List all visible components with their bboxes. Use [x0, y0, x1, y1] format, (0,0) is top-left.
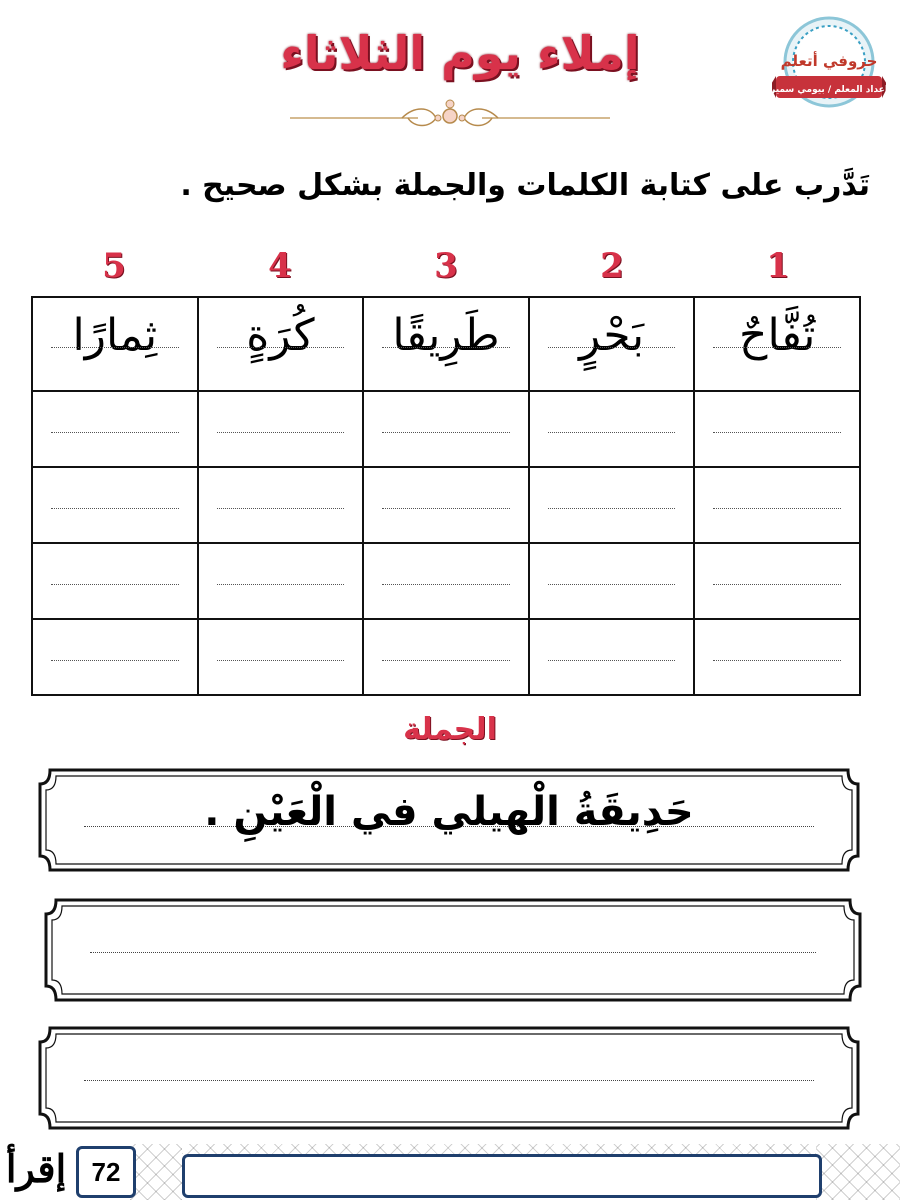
word: بَحْرٍ [579, 310, 645, 361]
writing-cell[interactable] [694, 543, 860, 619]
iqra-text: إقرأ [5, 1146, 67, 1191]
column-number: 1 [766, 246, 790, 286]
writing-cell[interactable] [32, 543, 198, 619]
writing-cell[interactable] [363, 619, 529, 695]
dotted-line [84, 1080, 814, 1081]
writing-cell[interactable] [529, 391, 695, 467]
dotted-line [51, 508, 179, 509]
writing-row [32, 543, 860, 619]
dotted-line [548, 432, 676, 433]
dotted-line [217, 584, 345, 585]
writing-cell[interactable] [198, 391, 364, 467]
writing-cell[interactable] [529, 543, 695, 619]
column-number: 4 [268, 246, 292, 286]
iqra-calligraphy-logo [4, 1112, 68, 1200]
writing-cell[interactable] [694, 391, 860, 467]
logo-ribbon-text: إعداد المعلم / بيومي سمير [772, 85, 886, 95]
page-title: إملاء يوم الثلاثاء [280, 26, 640, 80]
writing-cell[interactable] [694, 619, 860, 695]
writing-row [32, 619, 860, 695]
instruction-text: تَدَّرب على كتابة الكلمات والجملة بشكل صحيح . [180, 168, 870, 203]
writing-cell[interactable] [198, 619, 364, 695]
dotted-line [51, 347, 179, 348]
footer-pattern [130, 1144, 182, 1200]
dotted-line [51, 584, 179, 585]
dotted-line [713, 584, 841, 585]
writing-frame[interactable] [36, 1024, 862, 1132]
word-cell[interactable] [363, 297, 529, 391]
dotted-line [382, 347, 510, 348]
dotted-line [548, 584, 676, 585]
writing-cell[interactable] [32, 391, 198, 467]
column-number: 3 [434, 246, 458, 286]
word: تُفَّاحٌ [739, 310, 816, 361]
page-number: 72 [76, 1146, 136, 1198]
dotted-line [90, 952, 816, 953]
dotted-line [548, 347, 676, 348]
word-cell[interactable] [32, 297, 198, 391]
dotted-line [51, 660, 179, 661]
writing-cell[interactable] [32, 619, 198, 695]
sentence-frame [36, 766, 862, 874]
logo-main-text: حروفي أتعلم [780, 52, 878, 70]
writing-cell[interactable] [529, 619, 695, 695]
sentence-section-label: الجملة [403, 712, 497, 747]
dotted-line [713, 660, 841, 661]
word-cell[interactable] [694, 297, 860, 391]
publisher-logo [772, 14, 886, 118]
writing-row [32, 467, 860, 543]
footer-box [182, 1154, 822, 1198]
word: كُرَةٍ [246, 310, 315, 361]
dictation-sentence: حَدِيقَةُ الْهيلي في الْعَيْنِ . [204, 789, 694, 835]
practice-table [31, 296, 861, 696]
dotted-line [713, 432, 841, 433]
column-number: 5 [102, 246, 126, 286]
column-numbers [31, 246, 861, 290]
dotted-line [217, 347, 345, 348]
dotted-line [382, 508, 510, 509]
word: ثِمارًا [72, 310, 158, 361]
writing-cell[interactable] [32, 467, 198, 543]
footer-pattern [182, 1144, 816, 1154]
writing-cell[interactable] [363, 467, 529, 543]
writing-cell[interactable] [198, 467, 364, 543]
dotted-line [382, 660, 510, 661]
writing-row [32, 391, 860, 467]
writing-cell[interactable] [363, 543, 529, 619]
footer-pattern [816, 1144, 900, 1200]
dotted-line [713, 508, 841, 509]
writing-cell[interactable] [529, 467, 695, 543]
dotted-line [382, 584, 510, 585]
dotted-line [548, 660, 676, 661]
word: طَرِيقًا [392, 310, 500, 361]
dotted-line [548, 508, 676, 509]
word-cell[interactable] [529, 297, 695, 391]
dotted-line [51, 432, 179, 433]
dotted-line [217, 660, 345, 661]
writing-frame[interactable] [42, 896, 864, 1004]
dotted-line [713, 347, 841, 348]
dotted-line [382, 432, 510, 433]
column-number: 2 [600, 246, 624, 286]
dotted-line [217, 432, 345, 433]
word-row [32, 297, 860, 391]
writing-cell[interactable] [694, 467, 860, 543]
dotted-line [217, 508, 345, 509]
writing-cell[interactable] [198, 543, 364, 619]
writing-cell[interactable] [363, 391, 529, 467]
title-ornament [290, 96, 610, 132]
word-cell[interactable] [198, 297, 364, 391]
